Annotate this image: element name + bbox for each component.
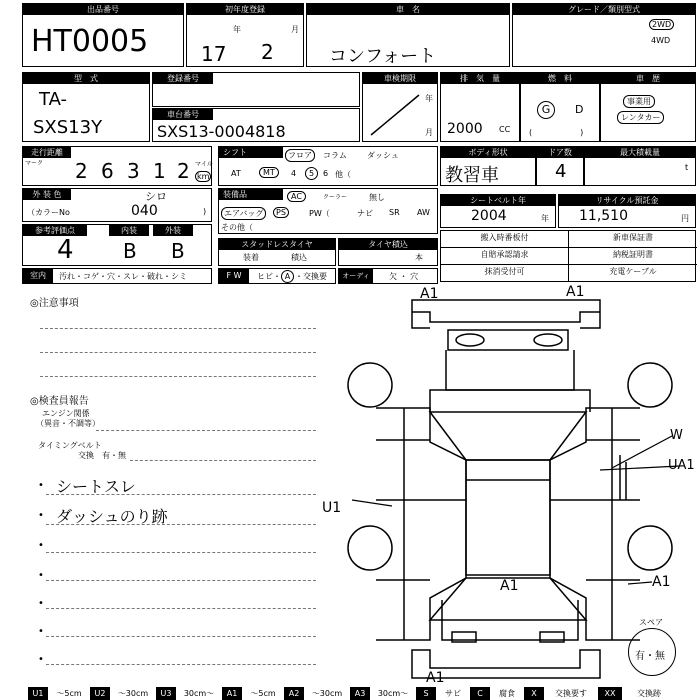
damage-mark-right-rear: A1 xyxy=(652,574,671,590)
legend-val-u2: ～30cm xyxy=(117,689,149,698)
body-type-box xyxy=(440,146,536,186)
vehicle-history-business: 事業用 xyxy=(623,95,655,108)
interior-condition-label: 室内 xyxy=(23,269,53,283)
legend-val-u3: 30cm～ xyxy=(183,689,215,698)
displacement-box xyxy=(440,72,520,142)
fuel-gasoline: G xyxy=(537,101,555,119)
report-line-4 xyxy=(46,580,316,581)
tire-load-unit: 本 xyxy=(415,253,423,262)
legend-key-xx: XX xyxy=(598,687,622,700)
documents-grid xyxy=(440,230,696,282)
legend-val-c: 腐食 xyxy=(499,689,515,698)
mileage-label: 走行距離 xyxy=(23,147,71,158)
shift-column: コラム xyxy=(323,151,347,160)
interior-condition-text: 汚れ・コゲ・穴・スレ・破れ・シミ xyxy=(59,272,187,281)
report-bullet-2: • xyxy=(38,510,44,521)
capacity-label: 最大積載量 xyxy=(585,147,695,158)
equipment-none: 無し xyxy=(369,193,385,202)
exterior-color-label: 外 装 色 xyxy=(23,189,71,200)
engine-sub: （異音・不調等） xyxy=(36,419,100,428)
doors-box xyxy=(536,146,584,186)
audio-box xyxy=(338,268,438,294)
recycle-fee-unit: 円 xyxy=(681,214,689,223)
fuel-box xyxy=(520,72,600,142)
color-number-value: 040 xyxy=(131,203,158,219)
inspection-strike-line xyxy=(363,73,439,143)
color-number-paren: ) xyxy=(203,207,207,216)
rating-exterior-label: 外装 xyxy=(153,225,193,236)
rating-exterior: B xyxy=(171,239,185,263)
fuel-label: 燃 料 xyxy=(521,73,599,84)
shift-mt: MT xyxy=(259,167,279,178)
chassis-number-box xyxy=(152,108,360,142)
timing-belt-sub: 交換 有・無 xyxy=(78,451,126,460)
seatbelt-unit: 年 xyxy=(541,214,549,223)
damage-mark-rear: A1 xyxy=(426,670,445,686)
damage-mark-right-w: W xyxy=(670,428,683,443)
rating-interior-label: 内装 xyxy=(109,225,149,236)
tire-load-label: タイヤ積込 xyxy=(339,239,437,250)
mileage-digit-3: 3 xyxy=(127,159,140,183)
damage-mark-front-right: A1 xyxy=(566,284,585,300)
report-line-1 xyxy=(46,494,316,495)
model-label: 型 式 xyxy=(23,73,149,84)
fw-text-2: ・交換要 xyxy=(295,272,327,281)
damage-mark-left-u1: U1 xyxy=(322,500,342,516)
legend-key-a2: A2 xyxy=(284,687,304,700)
studless-box xyxy=(218,238,336,266)
grade-label: グレード／類別型式 xyxy=(513,4,695,15)
mileage-digit-5: 2 xyxy=(177,159,190,183)
shift-dash: ダッシュ xyxy=(367,151,399,160)
legend-key-u1: U1 xyxy=(28,687,48,700)
mileage-digit-2: 6 xyxy=(101,159,114,183)
equipment-navi: ナビ xyxy=(357,209,373,218)
report-line-2 xyxy=(46,524,316,525)
displacement-unit: CC xyxy=(499,125,511,134)
grade-2wd: 2WD xyxy=(649,19,674,30)
report-line-6 xyxy=(46,636,316,637)
model-value-1: TA- xyxy=(39,89,68,110)
shift-4: 4 xyxy=(291,169,297,178)
report-bullet-1: • xyxy=(38,480,44,491)
lot-number-label: 出品番号 xyxy=(23,4,183,15)
rating-overall: 4 xyxy=(57,235,74,265)
equipment-ac: AC xyxy=(287,191,306,202)
lot-number-value: HT0005 xyxy=(31,24,149,59)
equipment-aw: AW xyxy=(417,208,430,217)
grade-4wd: 4WD xyxy=(651,36,671,45)
doc-tax-certificate: 納税証明書 xyxy=(569,248,697,265)
equipment-airbag: エアバッグ xyxy=(221,207,266,220)
studless-mounted: 装着 xyxy=(243,253,259,262)
fw-text: ヒビ・ xyxy=(257,272,281,281)
legend-key-a1: A1 xyxy=(222,687,242,700)
legend-val-xx: 交換跡 xyxy=(637,689,661,698)
report-line-3 xyxy=(46,552,316,553)
doc-cancellation: 抹消受付可 xyxy=(441,265,569,282)
equipment-ps: PS xyxy=(273,207,289,218)
inspection-expiry-label: 車検期限 xyxy=(363,73,437,84)
report-bullet-6: • xyxy=(38,626,44,637)
audio-label: オーディオ xyxy=(339,269,373,283)
report-bullet-5: • xyxy=(38,598,44,609)
first-reg-month: 2 xyxy=(261,40,274,64)
equipment-sr: SR xyxy=(389,208,400,217)
shift-box xyxy=(218,146,438,186)
fuel-paren: ( ) xyxy=(529,128,584,137)
legend-key-c: C xyxy=(470,687,490,700)
vehicle-history-label: 車 歴 xyxy=(601,73,695,84)
doors-value: 4 xyxy=(555,161,567,182)
capacity-unit: t xyxy=(685,163,689,172)
shift-at: AT xyxy=(231,169,241,178)
damage-mark-right-ua1: UA1 xyxy=(668,458,695,473)
rating-box xyxy=(22,224,212,266)
report-line-7 xyxy=(46,664,316,665)
grade-box xyxy=(512,3,696,67)
mileage-box xyxy=(22,146,212,186)
recycle-fee-label: リサイクル預託金 xyxy=(559,195,695,206)
legend-key-u3: U3 xyxy=(156,687,176,700)
displacement-label: 排 気 量 xyxy=(441,73,519,84)
report-bullet-3: • xyxy=(38,540,44,551)
vehicle-history-box xyxy=(600,72,696,142)
studless-loaded: 積込 xyxy=(291,253,307,262)
report-heading: ◎検査員報告 xyxy=(30,396,89,407)
inspection-month-unit: 月 xyxy=(425,128,433,137)
tire-load-box xyxy=(338,238,438,266)
mileage-unit-mile: マイル xyxy=(195,161,213,168)
legend-key-u2: U2 xyxy=(90,687,110,700)
equipment-cooler: クーラー xyxy=(323,194,348,201)
fw-circled-a: A xyxy=(281,270,294,283)
equipment-other: その他（ xyxy=(221,223,253,232)
model-box xyxy=(22,72,150,142)
legend-key-a3: A3 xyxy=(350,687,370,700)
shift-label: シフト xyxy=(219,147,283,158)
fw-label: F W xyxy=(219,269,249,283)
shift-6: 6 xyxy=(323,169,329,178)
doors-label: ドア数 xyxy=(537,147,583,158)
mileage-unit-km: km xyxy=(197,172,210,181)
report-line-5 xyxy=(46,608,316,609)
damage-legend xyxy=(28,687,700,700)
registration-number-label: 登録番号 xyxy=(153,73,213,84)
shift-5: 5 xyxy=(305,167,318,180)
mileage-mark-label: マーク xyxy=(25,160,44,167)
color-number-label: （カラーNo xyxy=(27,208,70,217)
timing-belt-label: タイミングベルト xyxy=(38,441,102,450)
rating-label: 参考評価点 xyxy=(23,225,87,236)
equipment-pw: PW（ xyxy=(309,209,330,218)
shift-other: 他（ xyxy=(335,170,351,179)
report-bullet-4: • xyxy=(38,570,44,581)
first-reg-year-unit: 年 xyxy=(233,25,241,34)
fuel-diesel: D xyxy=(575,103,584,116)
first-registration-box xyxy=(186,3,304,67)
inspection-year-unit: 年 xyxy=(425,94,433,103)
inspection-expiry-box xyxy=(362,72,438,142)
seatbelt-value: 2004 xyxy=(471,208,507,224)
chassis-number-label: 車台番号 xyxy=(153,109,213,120)
studless-label: スタッドレスタイヤ xyxy=(219,239,335,250)
mileage-digit-1: 2 xyxy=(75,159,88,183)
notes-line-1 xyxy=(40,328,316,329)
legend-val-u1: ～5cm xyxy=(56,689,82,698)
legend-val-s: サビ xyxy=(445,689,461,698)
exterior-color-box xyxy=(22,188,212,222)
car-name-value: コンフォート xyxy=(329,46,437,67)
doc-charging-cable: 充電ケーブル xyxy=(609,267,657,276)
damage-mark-front-left: A1 xyxy=(420,286,439,302)
rating-interior: B xyxy=(123,239,137,263)
displacement-value: 2000 xyxy=(447,121,483,137)
car-name-box xyxy=(306,3,510,67)
mileage-digit-4: 1 xyxy=(153,159,166,183)
registration-number-box xyxy=(152,72,360,107)
damage-mark-roof: A1 xyxy=(500,578,519,594)
body-type-value: 教習車 xyxy=(445,165,499,186)
doc-new-car-warranty: 新車保証書 xyxy=(569,231,697,248)
seatbelt-box xyxy=(440,194,556,228)
legend-val-x: 交換要す xyxy=(555,689,587,698)
fw-box xyxy=(218,268,336,284)
legend-val-a1: ～5cm xyxy=(250,689,276,698)
engine-line xyxy=(96,430,316,431)
first-reg-year: 17 xyxy=(201,42,227,66)
color-name-value: シロ xyxy=(145,190,167,203)
spare-tire-circle xyxy=(628,618,676,676)
equipment-box xyxy=(218,188,438,234)
notes-line-2 xyxy=(40,352,316,353)
doc-plate-attached: 搬入時番板付 xyxy=(441,231,569,248)
legend-key-s: S xyxy=(416,687,436,700)
report-item-1: シートスレ xyxy=(56,477,136,496)
interior-condition-box xyxy=(22,268,212,284)
audio-text: 欠 ・ 穴 xyxy=(389,272,419,281)
model-value-2: SXS13Y xyxy=(33,117,103,138)
equipment-label: 装備品 xyxy=(219,189,283,200)
vehicle-history-rental: レンタカー xyxy=(617,111,664,124)
spare-label: スペア xyxy=(639,618,663,627)
notes-line-3 xyxy=(40,376,316,377)
spare-value: 有・無 xyxy=(635,651,665,662)
car-name-label: 車 名 xyxy=(307,4,509,15)
lot-number-box xyxy=(22,3,184,67)
legend-val-a2: ～30cm xyxy=(311,689,343,698)
capacity-box xyxy=(584,146,696,186)
engine-label: エンジン関係 xyxy=(42,409,90,418)
legend-val-a3: 30cm～ xyxy=(377,689,409,698)
recycle-fee-value: 11,510 xyxy=(579,208,628,224)
report-item-2: ダッシュのり跡 xyxy=(56,507,168,526)
chassis-number-value: SXS13-0004818 xyxy=(157,122,286,141)
timing-line xyxy=(130,460,316,461)
report-bullet-7: • xyxy=(38,654,44,665)
shift-floor: フロア xyxy=(285,149,315,162)
recycle-fee-box xyxy=(558,194,696,228)
doc-insurance-request: 自賠承認請求 xyxy=(441,248,569,265)
notes-heading: ◎注意事項 xyxy=(30,298,79,309)
seatbelt-label: シートベルト年 xyxy=(441,195,555,206)
body-type-label: ボディ形状 xyxy=(441,147,535,158)
first-reg-month-unit: 月 xyxy=(291,25,299,34)
first-registration-label: 初年度登録 xyxy=(187,4,303,15)
legend-key-x: X xyxy=(524,687,544,700)
